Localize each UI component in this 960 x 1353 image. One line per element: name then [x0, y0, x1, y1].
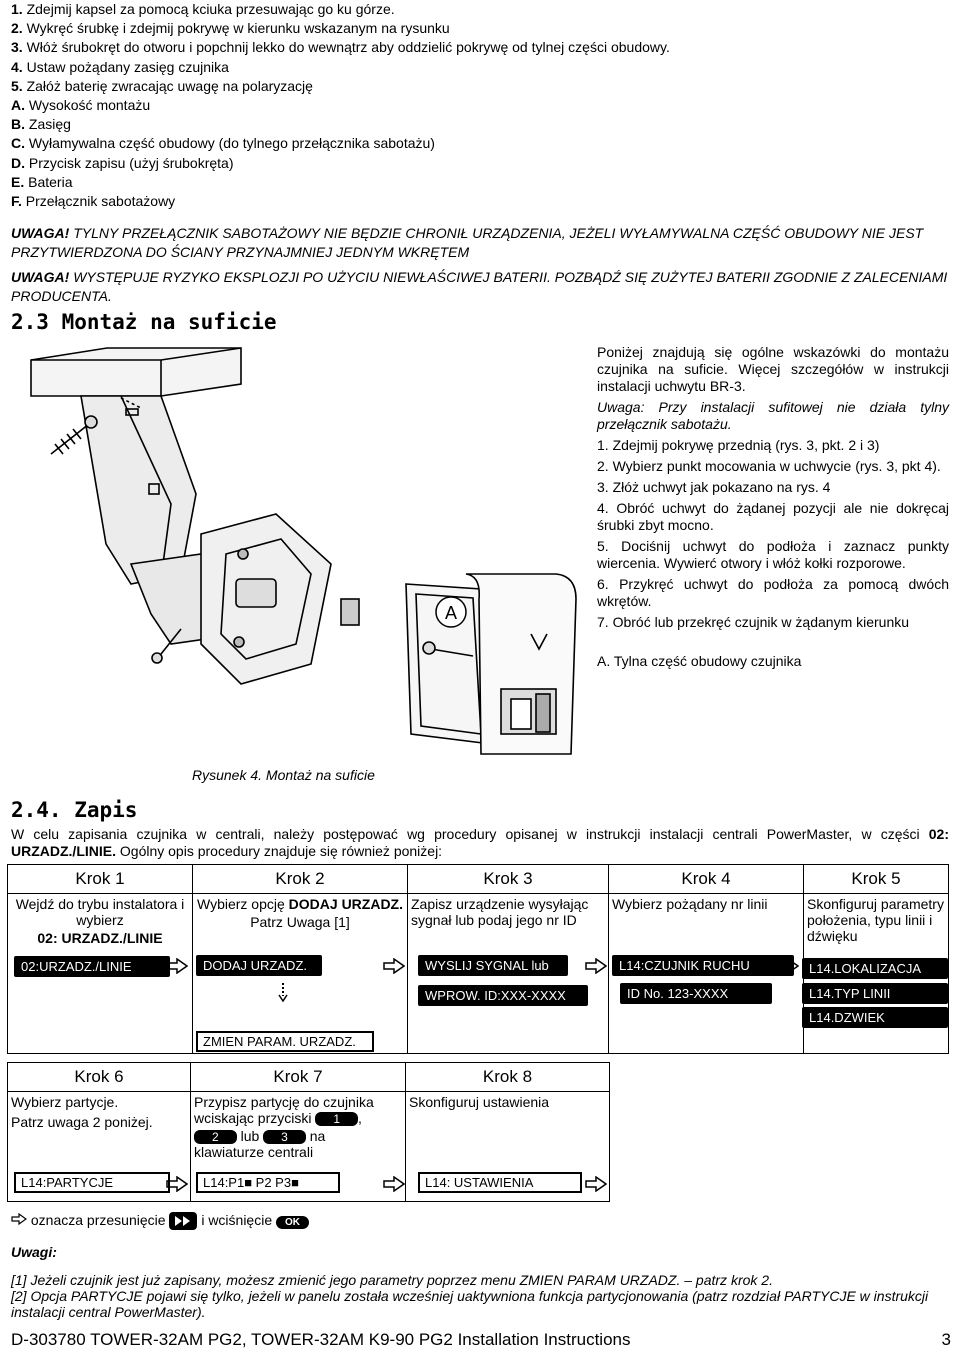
cell-krok-6: Wybierz partycje. Patrz uwaga 2 poniżej. [8, 1092, 191, 1202]
install-steps [11, 0, 951, 211]
lcd-dzwiek: L14.DZWIEK [802, 1007, 948, 1028]
section-heading-enroll: 2.4. Zapis [11, 798, 138, 822]
step: 1. Zdejmij kapsel za pomocą kciuka przesuwając go ku górze. [11, 1, 395, 17]
notes-title: Uwagi: [11, 1244, 57, 1260]
ceiling-mount-figure [11, 344, 589, 766]
lcd-wyslij-sygnal: WYSLIJ SYGNAL lub [418, 955, 568, 976]
lcd-id-no: ID No. 123-XXXX [620, 983, 772, 1004]
step: C. Wyłamywalna część obudowy (do tylnego przełącznika sabotażu) [11, 135, 435, 152]
head-krok-3: Krok 3 [408, 865, 609, 894]
cell-krok-4: Wybierz pożądany nr linii [609, 894, 804, 1054]
next-key-icon [169, 1212, 197, 1230]
arrow-right-icon [383, 958, 405, 974]
step: B. Zasięg [11, 116, 71, 133]
notes [11, 1244, 951, 1320]
arrow-right-icon [585, 958, 607, 974]
cell-krok-2: Wybierz opcję DODAJ URZADZ. Patrz Uwaga [1] [193, 894, 408, 1054]
lcd-wprow-id: WPROW. ID:XXX-XXXX [418, 985, 588, 1006]
warnings [11, 224, 951, 306]
dotted-arrow-down-icon [278, 982, 288, 1002]
step: 3. Włóż śrubokręt do otworu i popchnij lekko do wewnątrz aby oddzielić pokrywę od tylnej części obudowy. [11, 39, 670, 56]
warning-battery: UWAGA! WYSTĘPUJE RYZYKO EKSPLOZJI PO UŻYCIU NIEWŁAŚCIWEJ BATERII. POZBĄDŹ SIĘ ZUŻYTEJ BATERII ZGODNIE Z ZALECENIAMI PRODUCENTA. [11, 269, 948, 304]
head-krok-8: Krok 8 [406, 1063, 610, 1092]
warning-tamper: UWAGA! TYLNY PRZEŁĄCZNIK SABOTAŻOWY NIE BĘDZIE CHRONIŁ URZĄDZENIA, JEŻELI WYŁAMYWALNA CZĘŚĆ OBUDOWY NIE JEST PRZYTWIERDZONA DO ŚCIANY PRZYNAJMNIEJ JEDNYM WKRĘTEM [11, 225, 924, 260]
list-item: 2. Wybierz punkt mocowania w uchwycie (rys. 3, pkt 4). [597, 458, 941, 474]
step: F. Przełącznik sabotażowy [11, 192, 176, 209]
key-1-button: 1 [315, 1112, 358, 1126]
ceiling-note: Uwaga: Przy instalacji sufitowej nie działa tylny przełącznik sabotażu. [597, 399, 949, 432]
list-item: 4. Obróć uchwyt do żądanej pozycji ale nie dokręcaj śrubki zbyt mocno. [597, 500, 949, 533]
cell-krok-7: Przypisz partycję do czujnika wciskając przyciski 1 , 2 lub 3 na klawiaturze centrali [191, 1092, 406, 1202]
step: 2. Wykręć śrubkę i zdejmij pokrywę w kierunku wskazanym na rysunku [11, 20, 450, 37]
head-krok-4: Krok 4 [609, 865, 804, 894]
step: 4. Ustaw pożądany zasięg czujnika [11, 58, 229, 75]
figure-label-a: A [444, 603, 458, 623]
cell-krok-8: Skonfiguruj ustawienia [406, 1092, 610, 1202]
lcd-urzadz-linie: 02:URZADZ./LINIE [14, 956, 170, 977]
section-heading-ceiling: 2.3 Montaż na suficie [11, 310, 277, 334]
step: E. Bateria [11, 173, 73, 190]
page-footer [11, 1330, 951, 1350]
arrow-right-icon [585, 1176, 607, 1192]
arrow-right-icon [777, 958, 799, 974]
list-item: 6. Przykręć uchwyt do podłoża za pomocą dwóch wkrętów. [597, 576, 949, 609]
key-3-button: 3 [263, 1130, 306, 1144]
list-item: 1. Zdejmij pokrywę przednią (rys. 3, pkt. 2 i 3) [597, 437, 880, 453]
head-krok-7: Krok 7 [191, 1063, 406, 1092]
head-krok-5: Krok 5 [804, 865, 949, 894]
lcd-czujnik-ruchu: L14:CZUJNIK RUCHU [612, 955, 794, 976]
arrow-right-icon [383, 1176, 405, 1192]
intro-paragraph: Poniżej znajdują się ogólne wskazówki do montażu czujnika na suficie. Więcej szczegółów w instrukcji instalacji uchwytu BR-3. [597, 344, 949, 394]
note-1: [1] Jeżeli czujnik jest już zapisany, możesz zmienić jego parametry poprzez menu ZMIEN PARAM URZADZ. – patrz krok 2. [11, 1272, 773, 1288]
page-number: 3 [941, 1330, 951, 1349]
step: A. Wysokość montażu [11, 96, 151, 113]
lcd-lokalizacja: L14.LOKALIZACJA [802, 958, 948, 979]
cell-krok-1: Wejdź do trybu instalatora i wybierz 02: URZADZ./LINIE [8, 894, 193, 1054]
note-2: [2] Opcja PARTYCJE pojawi się tylko, jeżeli w panelu została wcześniej uaktywniona funkcja partycjonowania (patrz rozdział PARTYCJE w instrukcji instalacji central PowerMaster). [11, 1288, 929, 1320]
lcd-dodaj-urzadz: DODAJ URZADZ. [196, 955, 322, 976]
footer-title: D-303780 TOWER-32AM PG2, TOWER-32AM K9-90 PG2 Installation Instructions [11, 1330, 631, 1349]
lcd-p1-p2-p3: L14:P1■ P2 P3■ [196, 1172, 340, 1193]
list-item: 7. Obróć lub przekręć czujnik w żądanym kierunku [597, 614, 910, 630]
list-item: 3. Złóż uchwyt jak pokazano na rys. 4 [597, 479, 831, 495]
enroll-intro: W celu zapisania czujnika w centrali, należy postępować wg procedury opisanej w instrukcji instalacji centrali PowerMaster, w części 02: URZADZ./LINIE. Ogólny opis procedury znajduje się również poniżej: [11, 826, 949, 859]
ceiling-instructions [597, 344, 949, 674]
cell-krok-5: Skonfiguruj parametry położenia, typu linii i dźwięku [804, 894, 949, 1054]
head-krok-1: Krok 1 [8, 865, 193, 894]
step: D. Przycisk zapisu (użyj śrubokręta) [11, 154, 234, 171]
symbol-legend: oznacza przesunięcie i wciśnięcie OK [11, 1212, 309, 1230]
figure-legend: A. Tylna część obudowy czujnika [597, 653, 802, 669]
figure-caption: Rysunek 4. Montaż na suficie [192, 767, 375, 783]
ok-key-icon: OK [276, 1216, 309, 1229]
arrow-right-icon [166, 958, 188, 974]
cell-krok-3: Zapisz urządzenie wysyłając sygnał lub podaj jego nr ID [408, 894, 609, 1054]
lcd-typ-linii: L14.TYP LINII [802, 983, 948, 1004]
list-item: 5. Dociśnij uchwyt do podłoża i zaznacz punkty wiercenia. Wywierć otwory i włóż kołki rozporowe. [597, 538, 949, 571]
arrow-right-icon [11, 1213, 27, 1225]
lcd-ustawienia: L14: USTAWIENIA [418, 1172, 582, 1193]
lcd-partycje: L14:PARTYCJE [14, 1172, 170, 1193]
lcd-zmien-param: ZMIEN PARAM. URZADZ. [196, 1031, 374, 1052]
arrow-right-icon [166, 1176, 188, 1192]
step: 5. Załóż baterię zwracając uwagę na polaryzację [11, 77, 313, 94]
head-krok-6: Krok 6 [8, 1063, 191, 1092]
head-krok-2: Krok 2 [193, 865, 408, 894]
key-2-button: 2 [194, 1130, 237, 1144]
